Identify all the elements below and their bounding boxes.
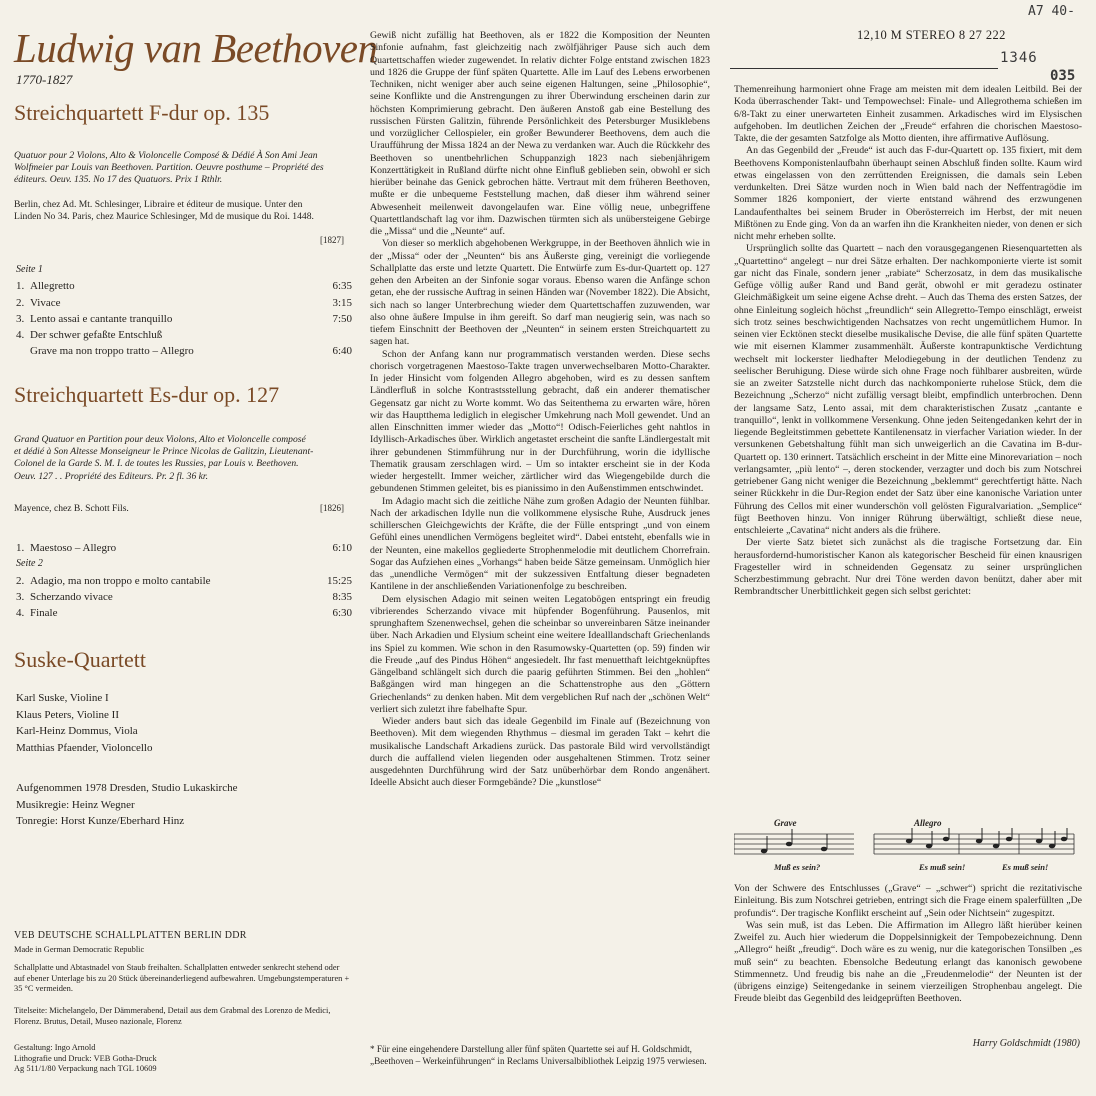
member: Klaus Peters, Violine II: [16, 708, 120, 721]
grave-label: Grave: [774, 818, 797, 828]
credit-line: Gestaltung: Ingo Arnold: [14, 1043, 96, 1052]
credit-line: Ag 511/1/80 Verpackung nach TGL 10609: [14, 1064, 157, 1074]
allegro-label: Allegro: [914, 818, 942, 828]
production-credits: [14, 1043, 350, 1075]
care-instructions: Schallplatte und Abtastnadel von Staub freihalten. Schallplatten entweder senkrecht stehend oder auf ebener Unterlage bis zu 20 Stück übereinanderliegend aufbewahren. Umgebungstemperaturen + 35 °C vermeiden.: [14, 963, 350, 994]
handwritten-number: 1346: [1000, 50, 1038, 66]
essay-paragraph: Was sein muß, ist das Leben. Die Affirmation im Allegro läßt hierüber keinen Zweifel zu. Auch hier wiederum die Doppelsinnigkeit der Tempobezeichnung. Denn „Allegro“ heißt „freudig“. Doch wäre es zu wenig, nur die kategorischen Tonsilben „es muß sein“ zu beachten. Ebensolche Bedeutung erlangt das kanonisch gewobene Stimmennetz. Und freudig bis nahe an die „Freudenmelodie“ der Neunten ist der (übrigens einzige) Seitengedanke in seinem vierzeiligen Strophenbau angelegt. Die Freude bleibt das Gegenbild des leidgeprüften Beethoven.: [734, 919, 1082, 1005]
essay-paragraph: Wieder anders baut sich das ideale Gegenbild im Finale auf (Bezeichnung von Beethoven). Mit dem wiegenden Rhythmus – diesmal im geraden Takt – kehrt die musikalische Landschaft Arkadiens zurück. Das pastorale Bild wird vervollständigt durch die auffallend vielen liegenden oder ausgehaltenen Stimmen. Trotz seiner ausgedehnten Durchführung wird der Satz unüberhörbar dem Rondo angenähert. Ideelle Absicht auch dieser Formgebände? Die „kunstlose“: [370, 716, 710, 789]
essay-paragraph: Von der Schwere des Entschlusses („Grave“ – „schwer“) spricht die rezitativische Einleitung. Bis zum Notschrei getrieben, entringt sich die Frage einem spalerfüllten „De profundis“. Der tragische Konflikt erscheint auf „Sein oder Nichtsein“ zugespitzt.: [734, 883, 1082, 919]
track-row: 3. Scherzando vivace 8:35: [16, 590, 352, 603]
composer-name: Ludwig van Beethoven: [14, 25, 378, 71]
quartet2-tracklist: [16, 540, 352, 621]
track-row: 3. Lento assai e cantante tranquillo 7:50: [16, 312, 352, 325]
credit-line: Musikregie: Heinz Wegner: [16, 798, 135, 811]
track-row: 4. Finale 6:30: [16, 607, 352, 620]
footnote: * Für eine eingehendere Darstellung aller fünf späten Quartette sei auf H. Goldschmidt, „Beethoven – Werkeinführungen“ in Reclams Universalbibliothek Leipzig 1975 verwiesen.: [370, 1044, 707, 1066]
track-row: 2. Vivace 3:15: [16, 296, 352, 309]
handwritten-note-top: A7 40-: [1028, 4, 1075, 19]
catalog-number: 12,10 M STEREO 8 27 222: [857, 28, 1006, 42]
music-example: [734, 818, 1086, 878]
quartet1-dedication: Quatuor pour 2 Violons, Alto & Violoncelle Composé & Dédié À Son Ami Jean Wolfmeier par Louis van Beethoven. Partition. Oeuvre posthume – Propriété des éditeurs. Oeuv. 135. No 17 des Quatuors. Prix 1 Rthlr.: [14, 150, 324, 186]
essay-paragraph: Schon der Anfang kann nur programmatisch verstanden werden. Diese sechs chorisch vorgetragenen Maestoso-Takte tragen unverwechselbaren Motto-Charakter. In jeder Hinsicht vom folgenden Allegro abgehoben, wird es zu dessen sanftem Ländlerfluß in solche Kontrastsstellung gebracht, daß ein anderer thematischer Gegensatz gar nicht zu Worte kommt. Wo das Seitenthema zu erwarten wäre, hören wir das Hauptthema lediglich in elegischer Umkehrung nach Moll gewendet. Und an allen Einschnitten immer wieder das „Motto“! Odisch-Feierliches geht nahtlos in Idyllisch-Arkadisches über. Wirklich angetastet erscheint die sanfte Ländlergestalt mit ihrer gebundenen Stimmführung nur in der Durchführung, worin die idyllische Thematik grausam zerschlagen wird. – Um so intakter erscheint sie in der Koda wieder hergestellt. Immer weicher, zärtlicher wird das Wiegengebilde durch die gebundenen Stimmen geleitet, bis es pianissimo in den Außenstimmen entschwindet.: [370, 348, 710, 495]
quartet1-title: Streichquartett F-dur op. 135: [14, 100, 270, 125]
essay-paragraph: Im Adagio macht sich die zeitliche Nähe zum großen Adagio der Neunten fühlbar. Nach der arkadischen Idylle nun die vollkommene elysische Ruhe, Ausdruck jenes schillerschen Gleichgewichts der Kräfte, die der Fülle entspringt „und von einem Gefühl eines unendlichen Vermögens begleitet wird“. Dabei entsteht, ebenfalls wie in der Neunten, eine makellos gegliederte Strophenmelodie mit deutlichem Chorrefrain. Sogar das Aufziehen eines „Vorhangs“ haben beide Sätze gemeinsam. Unmöglich hier das „unendliche Vermögen“ mit der sukzessiven Entfaltung dieser begnadeten Kantilene in der anschließenden Variationenfolge zu beschreiben.: [370, 495, 710, 593]
essay-paragraph: Von dieser so merklich abgehobenen Werkgruppe, in der Beethoven ähnlich wie in der „Missa“ oder der „Neunten“ bis ans Äußerste ging, vereinigt die vorliegende Schallplatte das erste und letzte Quartett. Die Entwürfe zum Es-dur-Quartett op. 127 gehen den Arbeiten an der Sinfonie sogar voraus. Ebenso waren die Anfänge schon getan, ehe der russische Auftrag in seinen Händen war (November 1822). Die Absicht, sich nach so langer Unterbrechung wieder dem Quartettschaffen zuzuwenden, war also ohne äußere Impulse in ihm gereift. So darf man neugierig sein, was nach so tiefem Einschnitt der Beethoven der „Neunten“ in seinem ersten Streichquartett zu sagen hat.: [370, 238, 710, 348]
quartet2-title: Streichquartett Es-dur op. 127: [14, 382, 280, 407]
label-made-in: Made in German Democratic Republic: [14, 945, 145, 954]
credit-line: Tonregie: Horst Kunze/Eberhard Hinz: [16, 815, 185, 827]
quartet1-publisher: Berlin, chez Ad. Mt. Schlesinger, Libraire et éditeur de musique. Unter den Linden No 34. Paris, chez Maurice Schlesinger, Md de musique du Roi. 1448.: [14, 199, 314, 223]
side-label: Seite 1: [16, 264, 43, 275]
quartet1-tracklist: [16, 262, 352, 360]
member: Karl Suske, Violine I: [16, 692, 109, 704]
essay-paragraph: Der vierte Satz bietet sich zunächst als die tragische Fortsetzung dar. Ein herausfordernd-humoristischer Kanon als kategorischer Bescheid für einen knausrigen Fragesteller wird in schneidenden Gegensatz zu seiner ursprünglichen Scherzbestimmung gebracht. Nur drei Töne werden davon benützt, daher aber mit Rembrandtscher Unerbittlichkeit gegen sich selbst gerichtet:: [734, 537, 1082, 598]
music-text-question: Muß es sein?: [774, 862, 821, 872]
side-label: Seite 2: [16, 558, 43, 570]
essay-paragraph: Themenreihung harmoniert ohne Frage am meisten mit dem idealen Leitbild. Bei der Koda überraschender Takt- und Tempowechsel: Finale- und Allegrothema schießen im 6/8-Takt zu einer unerwarteten Einheit zusammen. Arkadisches wird im Elysischen aufgehoben. Im deutlichen Zeichen der „Freude“ erfahren die chorischen Maestoso-Takte, die der gesamten Satzfolge als Motto dienten, ihre affirmative Auflösung.: [734, 84, 1082, 144]
credit-line: Aufgenommen 1978 Dresden, Studio Lukaskirche: [16, 782, 238, 794]
credit-line: Lithografie und Druck: VEB Gotha-Druck: [14, 1053, 157, 1063]
track-row: 1. Allegretto 6:35: [16, 280, 352, 293]
quartet1-year: [1827]: [320, 235, 344, 245]
essay-paragraph: Dem elysischen Adagio mit seinen weiten Legatobögen entspringt ein freudig vibrierendes Scherzando vivace mit hüpfender Bogenführung. Pausenlos, mit sprunghaftem Szenenwechsel, gehen die scheinbar so unvereinbaren Sätze ineinander über. Nach Arkadien und Elysium scheint eine weitere Idealllandschaft Griechenlands ins Spiel zu kommen. Wie schon in den Rasumowsky-Quartetten (op. 59) finden wir die Freude „auf des Pindus Höhen“ angesiedelt. Ihr fast menuetthaft leichtgeknüpftes Gängelband schlängelt sich durch die paarig geführten Stimmen. Bei den „hohlen“ Baßgängen wird man hingegen an die Schattenstrophe aus den „Göttern Griechenlands“ zu denken haben. Mit dem vergeblichen Ruf nach der „schönen Welt“ verliert sich zuletzt ihre fabelhafte Spur.: [370, 593, 710, 715]
recording-credits: [16, 780, 352, 830]
divider-line: [730, 68, 998, 69]
track-row: 1. Maestoso – Allegro 6:10: [16, 542, 352, 554]
essay-author: Harry Goldschmidt (1980): [972, 1038, 1080, 1049]
composer-years: 1770-1827: [16, 72, 73, 87]
label-name: VEB DEUTSCHE SCHALLPLATTEN BERLIN DDR: [14, 930, 247, 941]
music-text-answer-1: Es muß sein!: [919, 862, 966, 872]
track-row: 4. Der schwer gefaßte Entschluß: [16, 329, 163, 342]
essay-column-2: [370, 30, 710, 790]
member: Matthias Pfaender, Violoncello: [16, 741, 153, 754]
music-text-answer-2: Es muß sein!: [1002, 862, 1049, 872]
track-row: 2. Adagio, ma non troppo e molto cantabile 15:25: [16, 574, 352, 587]
quartet2-dedication: Grand Quatuor en Partition pour deux Violons, Alto et Violoncelle composé et dédié à Son Altesse Monseigneur le Prince Nicolas de Galitzin, Lieutenant-Colonel de la Garde S. M. I. de toutes les Russies, par Louis v. Beethoven. Oeuv. 127 . . Propriété des Editeurs. Pr. 2 fl. 36 kr.: [14, 434, 314, 482]
cover-credit: Titelseite: Michelangelo, Der Dämmerabend, Detail aus dem Grabmal des Lorenzo de Medici, Florenz. Brutus, Detail, Museo nazionale, Florenz: [14, 1006, 331, 1026]
ensemble-members: [16, 690, 352, 756]
essay-paragraph: An das Gegenbild der „Freude“ ist auch das F-dur-Quartett op. 135 fixiert, mit dem Beethovens Komponistenlaufbahn überhaupt seinen Abschluß finden sollte. Kaum wird etwas eingelassen von den zerrüttenden Ereignissen, die damals sein Leben verdunkelten. Drei Sätze wurden noch in Wien bald nach der Neffentragödie im Sommer 1826 komponiert, der vierte entstand während des erzwungenen Landaufenthaltes bei seinem Bruder in Oberösterreich im Herbst, der mit neuen Mißtönen zu Ende ging. Von da an warfen ihn die Krankheiten nieder, von denen er sich nicht mehr erheben sollte.: [734, 145, 1082, 242]
essay-paragraph: Ursprünglich sollte das Quartett – nach den vorausgegangenen Riesenquartetten als „Quartettino“ angelegt – nur drei Sätze erhalten. Der nachkomponierte vierte ist somit gar nicht das Finale, sondern jener „rabiate“ Scherzosatz, in dem das musikalische Gefüge völlig außer Rand und Band gerät, obwohl er mit geradezu ostinater Gleichmäßigkeit um seine eigene Achse dreht. – Auch das Thema des ersten Satzes, der ohne Einleitung sogleich höchst „freundlich“ sein Allegretto-Tempo einschlägt, erweist sich trotz seines beschwichtigenden Nachsatzes von recht ungemütlichem Humor. In seinen vier Ecktönen steckt dieselbe musikalische Devise, die alle fünf späten Quartette wie mit eisernen Klammer zusammenhält. Äußerste kontrapunktische Verdichtung wechselt mit lockerster liedhafter Melodiegebung in der deutlichen Tendenz zu seelischer Beruhigung. Diese würde sich ohne Frage noch fühlbarer ausbreiten, würde sie an zweiter Satzstelle nicht durch das nachkomponierte ruhelose Stück, dem die Bezeichnung „Scherzo“ nicht zufällig versagt bleibt, empfindlich unterbrochen. Denn der langsame Satz, Lento assai, mit dem charakteristischen Zusatz „cantante e tranquillo“, lenkt in vollkommene Versenkung. Ohne jeden Seitengedanken kehrt der in liegende Begleitstimmen gebettete Kantilenensatz in vierfacher Variation wieder. In der versunkenen Gebetshaltung fühlt man sich unweigerlich an die Cavatina im B-dur-Quartett op. 130 erinnert. Tatsächlich erscheint in der Mitte eine Minorevariation – noch verlangsamter, „più lento“ –, deren stockender, verzagter und doch bis zum Notschrei getriebener Gang nicht weniger die Bezeichnung „beklemmt“ gerechtfertigt hätte. Nach seiner Rückkehr in die Dur-Region endet der Satz über eine kanonische Variation unter Führung des Cellos mit einer wunderschön voll gelösten Figuralvariation. „Semplice“ fügt Beethoven hinzu. Von inniger Rührung überwältigt, schließt diese neue, entschleierte „Cavatina“ nicht anders als die frühere.: [734, 243, 1082, 536]
track-row: Grave ma non troppo tratto – Allegro 6:40: [30, 345, 352, 358]
quartet2-publisher: Mayence, chez B. Schott Fils.: [14, 503, 129, 514]
ensemble-title: Suske-Quartett: [14, 647, 146, 672]
member: Karl-Heinz Dommus, Viola: [16, 725, 138, 737]
essay-column-3-bottom: [734, 883, 1082, 1006]
handwritten-side: 035: [1050, 68, 1076, 84]
essay-column-3-top: [734, 84, 1082, 599]
quartet2-year: [1826]: [320, 503, 344, 513]
essay-paragraph: Gewiß nicht zufällig hat Beethoven, als er 1822 die Komposition der Neunten Sinfonie aufnahm, fast gleichzeitig nach zwölfjähriger Pause sich auch dem Quartettschaffen wieder zugewendet. In relativ dichter Folge entstand zwischen 1823 und 1826 die Gruppe der fünf späten Quartette. Alle im Lauf des Lebens erworbenen Techniken, nicht weniger aber auch seine eigenen Haltungen, seine „Philosophie“, seine Konflikte und die Anstrengungen zu ihrer Überwindung erscheinen darin zur höchsten Komprimierung gebracht. Den äußeren Anstoß gab eine Bestellung des russischen Fürsten Galitzin, führende Persönlichkeit des Petersburger Musiklebens und vorzüglicher Cellospieler, ein großer Bewunderer Beethovens, dem auch die Uraufführung der Missa 1824 an der Newa zu verdanken war. Auch die Rückkehr des Beethoven so unentbehrlichen Schuppanzigh 1823 nach siebenjährigem Konzerttätigkeit in Rußland dürfte nicht ohne Einfluß geblieben sein, obwohl er sich hierüber beinahe das Genick gebrochen hätte. Vertraut mit dem früheren Beethoven, mußte er die unbequeme Feststellung machen, daß dieser ihm während seiner Abwesenheit meilenweit davongelaufen war. Eine völlig neue, unbegriffene Quartettlandschaft lag vor ihm. Dazwischen türmten sich als unübersteigene Gebirge die „Missa“ und die „Neunte“ auf.: [370, 30, 710, 237]
